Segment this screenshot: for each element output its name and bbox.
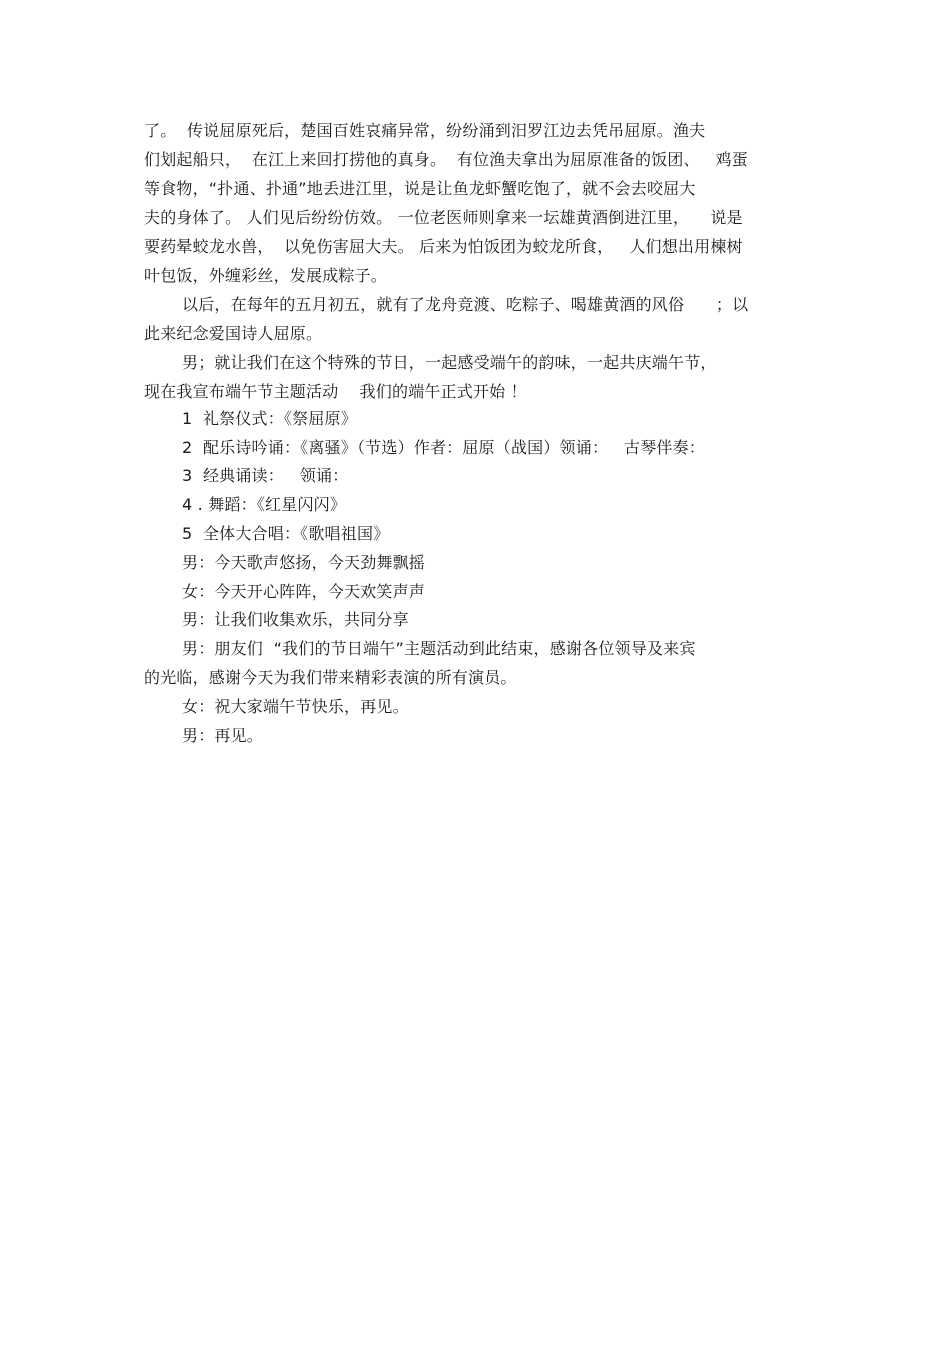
paragraph-line: 以后，在每年的五月初五，就有了龙舟竞渡、吃粽子、喝雄黄酒的风俗 ；以 <box>182 295 749 314</box>
dialogue-line: 女：祝大家端午节快乐，再见。 <box>182 697 409 716</box>
dialogue-line: 男：今天歌声悠扬，今天劲舞飘摇 <box>182 553 426 572</box>
dialogue-line: 男：再见。 <box>182 726 264 745</box>
paragraph-line: 男；就让我们在这个特殊的节日，一起感受端午的韵味，一起共庆端午节， <box>182 353 717 372</box>
paragraph-line: 们划起船只， 在江上来回打捞他的真身。 有位渔夫拿出为屈原准备的饭团、 鸡蛋 <box>144 150 749 169</box>
paragraph-line: 等食物，“扑通、扑通”地丢进江里，说是让鱼龙虾蟹吃饱了，就不会去咬屈大 <box>144 179 696 198</box>
paragraph-line: 此来纪念爱国诗人屈原。 <box>144 324 323 343</box>
dialogue-line: 的光临，感谢今天为我们带来精彩表演的所有演员。 <box>144 668 517 687</box>
program-item: 2 配乐诗吟诵：《离骚》（节选）作者：屈原（战国）领诵： 古琴伴奏： <box>182 438 706 457</box>
program-item: 5 全体大合唱：《歌唱祖国》 <box>182 524 390 543</box>
paragraph-line: 叶包饭，外缠彩丝，发展成粽子。 <box>144 266 388 285</box>
dialogue-line: 女：今天开心阵阵，今天欢笑声声 <box>182 582 426 601</box>
dialogue-line: 男：朋友们 “我们的节日端午”主题活动到此结束，感谢各位领导及来宾 <box>182 639 696 658</box>
dialogue-line: 男：让我们收集欢乐，共同分享 <box>182 610 409 629</box>
program-item: 4 . 舞蹈：《红星闪闪》 <box>182 495 347 514</box>
paragraph-line: 夫的身体了。 人们见后纷纷仿效。 一位老医师则拿来一坛雄黄酒倒进江里， 说是 <box>144 208 743 227</box>
program-item: 1 礼祭仪式：《祭屈原》 <box>182 409 357 428</box>
program-item: 3 经典诵读： 领诵： <box>182 466 349 485</box>
paragraph-line: 要药晕蛟龙水兽， 以免伤害屈大夫。 后来为怕饭团为蛟龙所食， 人们想出用楝树 <box>144 237 743 256</box>
paragraph-line: 现在我宣布端午节主题活动 我们的端午正式开始 ！ <box>144 382 527 401</box>
paragraph-line: 了。 传说屈原死后，楚国百姓哀痛异常，纷纷涌到汨罗江边去凭吊屈原。渔夫 <box>144 121 706 140</box>
